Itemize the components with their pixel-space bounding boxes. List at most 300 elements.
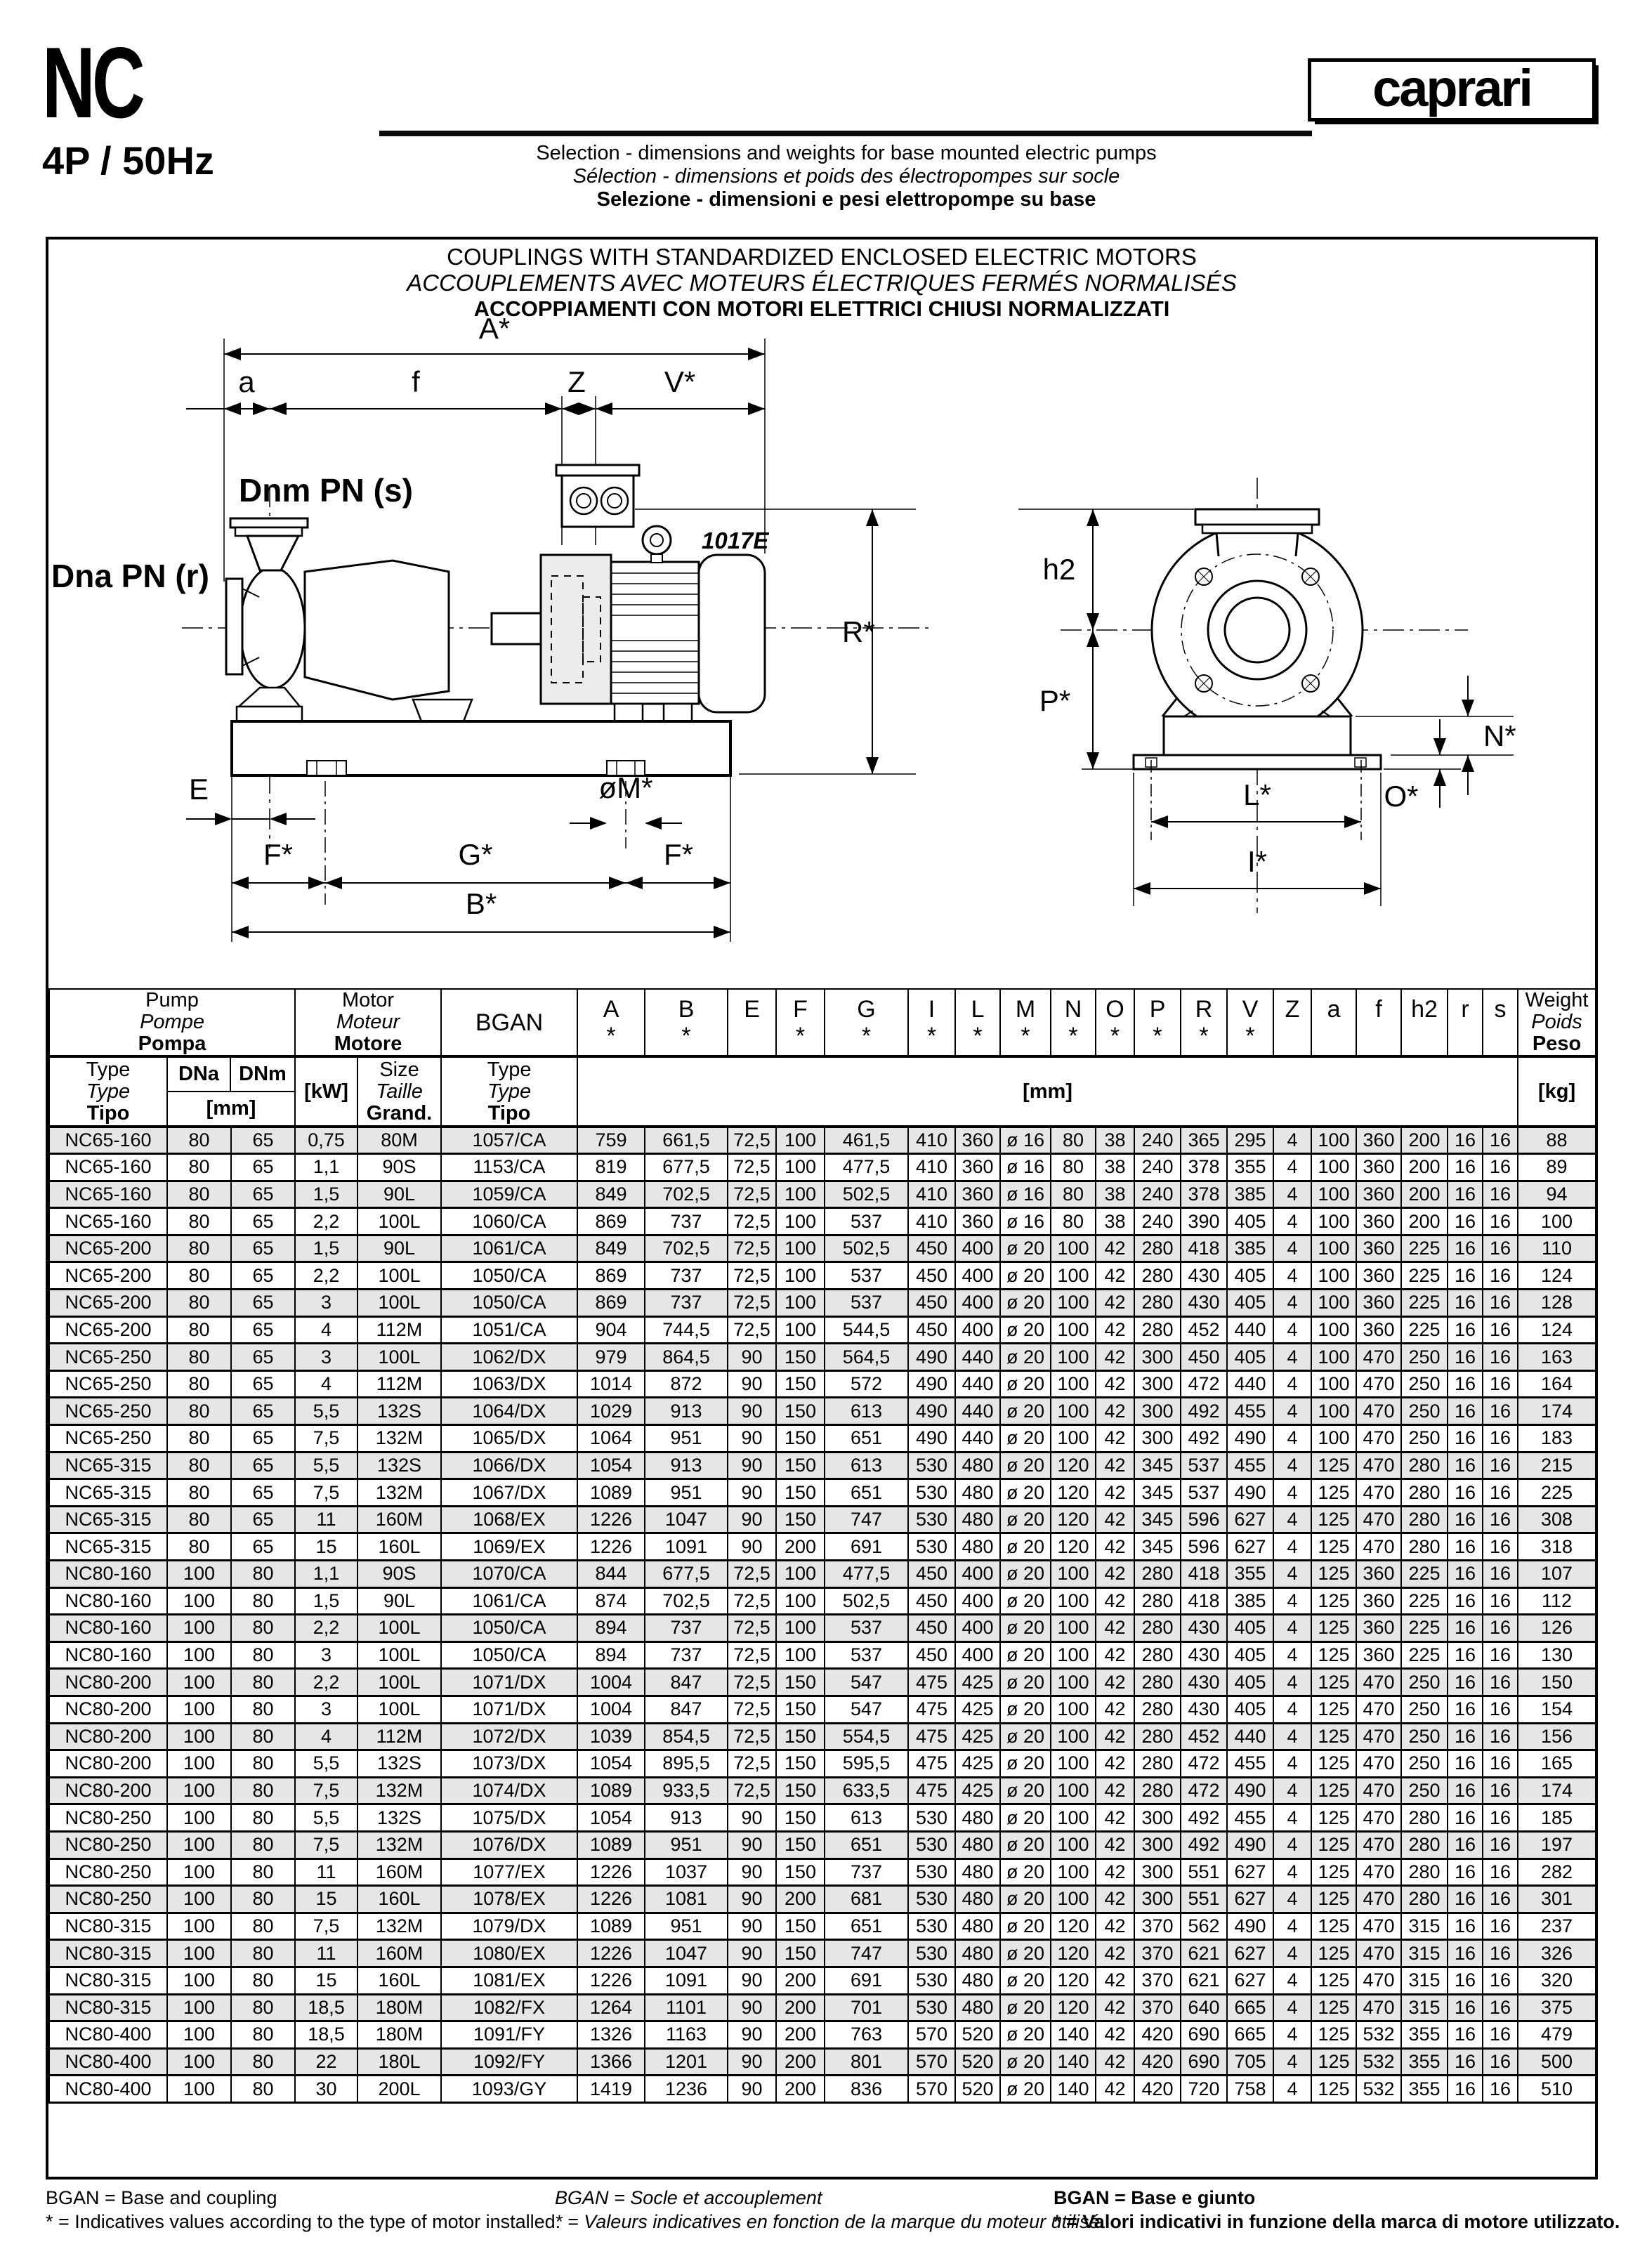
pump-group-header: Pump Pompe Pompa [49, 989, 295, 1056]
table-cell: 872 [645, 1370, 728, 1398]
table-cell: 80 [231, 1913, 295, 1940]
table-cell: 150 [776, 1479, 825, 1507]
table-cell: 42 [1096, 1669, 1134, 1696]
table-cell: 475 [908, 1723, 955, 1750]
table-cell: 4 [1273, 2048, 1311, 2076]
table-cell: 16 [1483, 1696, 1518, 1723]
table-cell: 100L [357, 1208, 441, 1235]
dim-p-star-label: P* [1039, 684, 1071, 717]
dim-f1-star-label: F* [263, 838, 293, 871]
table-cell: 847 [645, 1669, 728, 1696]
table-cell: 100 [167, 2076, 231, 2103]
table-cell: 72,5 [728, 1290, 776, 1317]
table-cell: 520 [955, 2021, 1000, 2049]
table-cell: 200 [776, 1533, 825, 1561]
table-cell: 854,5 [645, 1723, 728, 1750]
table-cell: 16 [1483, 1804, 1518, 1832]
table-cell: 237 [1518, 1913, 1596, 1940]
table-cell: 300 [1134, 1370, 1181, 1398]
table-cell: 42 [1096, 2048, 1134, 2076]
table-cell: 42 [1096, 1886, 1134, 1913]
table-cell: 42 [1096, 1750, 1134, 1778]
table-cell: 1054 [577, 1804, 645, 1832]
table-cell: 125 [1311, 1615, 1356, 1642]
table-cell: 1264 [577, 1994, 645, 2021]
table-cell: 280 [1401, 1886, 1448, 1913]
table-cell: 150 [776, 1777, 825, 1804]
table-cell: 100 [167, 1723, 231, 1750]
table-row [49, 1913, 1596, 1940]
table-cell: 125 [1311, 1669, 1356, 1696]
table-cell: 90 [728, 1344, 776, 1371]
table-cell: 385 [1227, 1587, 1273, 1615]
table-cell: 450 [908, 1641, 955, 1669]
table-cell: 125 [1311, 1452, 1356, 1479]
table-cell: 4 [1273, 1994, 1311, 2021]
table-cell: 100 [1051, 1886, 1096, 1913]
table-cell: 4 [1273, 1940, 1311, 1967]
table-cell: 472 [1181, 1777, 1227, 1804]
table-cell: 65 [231, 1235, 295, 1262]
table-cell: 42 [1096, 1804, 1134, 1832]
table-cell: 520 [955, 2048, 1000, 2076]
table-cell: 470 [1356, 1777, 1401, 1804]
table-cell: 80 [231, 1561, 295, 1588]
table-cell: 530 [908, 1804, 955, 1832]
table-cell: 16 [1483, 1235, 1518, 1262]
table-cell: 150 [776, 1750, 825, 1778]
table-cell: 737 [645, 1290, 728, 1317]
table-cell: 1071/DX [441, 1696, 577, 1723]
table-cell: 315 [1401, 1940, 1448, 1967]
table-cell: 16 [1448, 1479, 1483, 1507]
table-cell: 120 [1051, 1506, 1096, 1533]
table-cell: 874 [577, 1587, 645, 1615]
table-cell: 100 [167, 1913, 231, 1940]
table-cell: 440 [1227, 1723, 1273, 1750]
table-cell: 390 [1181, 1208, 1227, 1235]
table-cell: 15 [295, 1967, 357, 1994]
table-cell: 16 [1483, 2021, 1518, 2049]
table-cell: 425 [955, 1750, 1000, 1778]
table-cell: 125 [1311, 1967, 1356, 1994]
table-cell: ø 20 [1000, 1750, 1051, 1778]
table-cell: 490 [1227, 1479, 1273, 1507]
table-cell: 132S [357, 1804, 441, 1832]
table-cell: 627 [1227, 1506, 1273, 1533]
table-cell: 737 [645, 1615, 728, 1642]
table-cell: ø 20 [1000, 1587, 1051, 1615]
table-cell: 90L [357, 1181, 441, 1208]
table-cell: 4 [1273, 1127, 1311, 1154]
table-cell: 1065/DX [441, 1425, 577, 1453]
table-cell: 100 [1051, 1641, 1096, 1669]
discharge-flange-label: Dnm PN (s) [239, 472, 413, 509]
table-cell: 470 [1356, 1696, 1401, 1723]
dim-column-header-P: P * [1134, 989, 1181, 1056]
table-cell: 1236 [645, 2076, 728, 2103]
table-row [49, 1316, 1596, 1344]
table-cell: 300 [1134, 1859, 1181, 1886]
table-cell: 613 [825, 1804, 908, 1832]
table-cell: 530 [908, 1859, 955, 1886]
table-cell: 100 [776, 1316, 825, 1344]
table-cell: 1081/EX [441, 1967, 577, 1994]
table-cell: 72,5 [728, 1587, 776, 1615]
table-row [49, 1804, 1596, 1832]
table-cell: 1071/DX [441, 1669, 577, 1696]
table-cell: 180L [357, 2048, 441, 2076]
table-cell: 1066/DX [441, 1452, 577, 1479]
table-cell: 665 [1227, 1994, 1273, 2021]
table-cell: 1226 [577, 1506, 645, 1533]
table-row [49, 1344, 1596, 1371]
table-cell: 124 [1518, 1316, 1596, 1344]
dim-column-header-Z: Z [1273, 989, 1311, 1056]
table-cell: 125 [1311, 1994, 1356, 2021]
table-cell: 65 [231, 1479, 295, 1507]
table-cell: ø 20 [1000, 2076, 1051, 2103]
table-cell: 280 [1134, 1723, 1181, 1750]
table-cell: 470 [1356, 1479, 1401, 1507]
table-cell: 913 [645, 1398, 728, 1425]
table-cell: 4 [295, 1370, 357, 1398]
table-cell: 1051/CA [441, 1316, 577, 1344]
table-cell: 16 [1483, 1615, 1518, 1642]
table-row [49, 1208, 1596, 1235]
table-cell: 125 [1311, 1804, 1356, 1832]
table-cell: 4 [1273, 1777, 1311, 1804]
table-row [49, 1398, 1596, 1425]
table-cell: 112M [357, 1370, 441, 1398]
table-cell: 100 [1051, 1370, 1096, 1398]
table-cell: 126 [1518, 1615, 1596, 1642]
table-cell: ø 20 [1000, 1615, 1051, 1642]
table-cell: 1074/DX [441, 1777, 577, 1804]
table-cell: 72,5 [728, 1208, 776, 1235]
table-cell: 1,5 [295, 1181, 357, 1208]
table-cell: 691 [825, 1533, 908, 1561]
subtitle-it: Selezione - dimensioni e pesi elettropompe su base [596, 188, 1096, 211]
table-cell: 1,1 [295, 1154, 357, 1181]
table-cell: 154 [1518, 1696, 1596, 1723]
table-cell: 100 [1051, 1316, 1096, 1344]
table-cell: 470 [1356, 1344, 1401, 1371]
table-row [49, 1561, 1596, 1588]
table-cell: NC65-160 [49, 1154, 167, 1181]
table-cell: 280 [1134, 1262, 1181, 1290]
table-cell: 11 [295, 1940, 357, 1967]
table-cell: 378 [1181, 1154, 1227, 1181]
table-cell: 385 [1227, 1181, 1273, 1208]
table-cell: 160L [357, 1967, 441, 1994]
footnote-it-bgan: BGAN = Base e giunto [1054, 2187, 1256, 2208]
table-cell: 225 [1401, 1262, 1448, 1290]
table-cell: 90 [728, 1425, 776, 1453]
table-cell: 450 [908, 1587, 955, 1615]
table-cell: 440 [955, 1398, 1000, 1425]
table-cell: 42 [1096, 1641, 1134, 1669]
table-cell: 1226 [577, 1967, 645, 1994]
table-cell: 100 [167, 1831, 231, 1859]
table-cell: 100L [357, 1290, 441, 1317]
table-cell: 4 [1273, 1669, 1311, 1696]
table-row [49, 1994, 1596, 2021]
table-cell: 4 [1273, 1533, 1311, 1561]
table-cell: 1029 [577, 1398, 645, 1425]
table-cell: 315 [1401, 1967, 1448, 1994]
table-cell: 532 [1356, 2076, 1401, 2103]
dim-h2-label: h2 [1042, 553, 1076, 586]
table-cell: 16 [1448, 1886, 1483, 1913]
table-cell: 360 [1356, 1641, 1401, 1669]
table-cell: 450 [908, 1615, 955, 1642]
table-cell: 72,5 [728, 1235, 776, 1262]
table-cell: 1050/CA [441, 1290, 577, 1317]
dim-column-header-a: a [1311, 989, 1356, 1056]
table-cell: 370 [1134, 1913, 1181, 1940]
table-cell: 1201 [645, 2048, 728, 2076]
table-cell: 16 [1448, 1235, 1483, 1262]
table-cell: 185 [1518, 1804, 1596, 1832]
table-cell: 16 [1448, 1913, 1483, 1940]
table-cell: 132M [357, 1425, 441, 1453]
table-cell: 475 [908, 1669, 955, 1696]
table-cell: 510 [1518, 2076, 1596, 2103]
table-cell: 477,5 [825, 1154, 908, 1181]
table-cell: 65 [231, 1398, 295, 1425]
table-cell: 80 [1051, 1181, 1096, 1208]
table-cell: 651 [825, 1425, 908, 1453]
table-cell: 89 [1518, 1154, 1596, 1181]
table-cell: 480 [955, 1859, 1000, 1886]
table-cell: ø 20 [1000, 1913, 1051, 1940]
dim-column-header-N: N * [1051, 989, 1096, 1056]
table-cell: 627 [1227, 1886, 1273, 1913]
table-cell: 537 [825, 1290, 908, 1317]
table-cell: 405 [1227, 1696, 1273, 1723]
footnote-en-bgan: BGAN = Base and coupling [46, 2187, 277, 2208]
table-cell: 595,5 [825, 1750, 908, 1778]
table-cell: 42 [1096, 1967, 1134, 1994]
table-cell: 16 [1483, 1967, 1518, 1994]
table-cell: 461,5 [825, 1127, 908, 1154]
table-cell: 100 [1051, 1262, 1096, 1290]
table-cell: 80 [231, 1940, 295, 1967]
table-cell: 470 [1356, 1804, 1401, 1832]
table-row [49, 1750, 1596, 1778]
table-cell: 492 [1181, 1425, 1227, 1453]
table-cell: 125 [1311, 1561, 1356, 1588]
table-cell: 570 [908, 2048, 955, 2076]
table-row [49, 1262, 1596, 1290]
kw-unit-header: [kW] [295, 1056, 357, 1127]
table-cell: 360 [955, 1154, 1000, 1181]
table-cell: NC80-160 [49, 1641, 167, 1669]
table-cell: 530 [908, 1913, 955, 1940]
table-cell: 1047 [645, 1940, 728, 1967]
table-cell: 450 [908, 1262, 955, 1290]
table-cell: 42 [1096, 1452, 1134, 1479]
table-cell: 42 [1096, 1994, 1134, 2021]
table-cell: ø 20 [1000, 1804, 1051, 1832]
table-cell: 72,5 [728, 1127, 776, 1154]
table-cell: 132S [357, 1750, 441, 1778]
table-cell: 200 [776, 1967, 825, 1994]
table-cell: 530 [908, 1479, 955, 1507]
table-cell: 360 [1356, 1587, 1401, 1615]
table-cell: 470 [1356, 1967, 1401, 1994]
table-cell: 38 [1096, 1208, 1134, 1235]
table-cell: 90 [728, 2076, 776, 2103]
table-cell: 737 [645, 1641, 728, 1669]
table-cell: 1039 [577, 1723, 645, 1750]
table-cell: 844 [577, 1561, 645, 1588]
table-cell: 150 [1518, 1669, 1596, 1696]
table-cell: NC65-315 [49, 1506, 167, 1533]
table-cell: 100 [1051, 1831, 1096, 1859]
table-cell: 65 [231, 1533, 295, 1561]
table-cell: 16 [1483, 2076, 1518, 2103]
table-cell: 80 [167, 1181, 231, 1208]
table-cell: 90 [728, 2048, 776, 2076]
table-row [49, 2076, 1596, 2103]
table-cell: NC80-315 [49, 1967, 167, 1994]
table-cell: ø 16 [1000, 1181, 1051, 1208]
dim-column-header-R: R * [1181, 989, 1227, 1056]
table-cell: 16 [1483, 1886, 1518, 1913]
table-cell: 280 [1134, 1587, 1181, 1615]
table-cell: ø 20 [1000, 1777, 1051, 1804]
table-cell: 16 [1483, 2048, 1518, 2076]
table-cell: 1089 [577, 1777, 645, 1804]
table-cell: 492 [1181, 1398, 1227, 1425]
table-cell: NC80-160 [49, 1561, 167, 1588]
table-cell: 492 [1181, 1831, 1227, 1859]
table-cell: NC80-315 [49, 1940, 167, 1967]
table-cell: 72,5 [728, 1777, 776, 1804]
table-cell: 4 [1273, 2021, 1311, 2049]
table-cell: 1067/DX [441, 1479, 577, 1507]
table-cell: 80 [231, 1994, 295, 2021]
table-cell: 16 [1448, 1208, 1483, 1235]
table-cell: 80 [167, 1398, 231, 1425]
table-cell: 16 [1448, 1533, 1483, 1561]
table-row [49, 1127, 1596, 1154]
table-cell: 42 [1096, 1506, 1134, 1533]
table-cell: 112M [357, 1316, 441, 1344]
table-cell: 125 [1311, 1696, 1356, 1723]
table-cell: 470 [1356, 1886, 1401, 1913]
table-cell: 72,5 [728, 1641, 776, 1669]
table-cell: 544,5 [825, 1316, 908, 1344]
table-cell: 490 [908, 1425, 955, 1453]
table-cell: 174 [1518, 1777, 1596, 1804]
table-cell: 16 [1448, 1641, 1483, 1669]
table-cell: 150 [776, 1831, 825, 1859]
table-cell: 537 [1181, 1452, 1227, 1479]
pump-end-view-drawing [1018, 450, 1636, 948]
table-cell: 80 [231, 1859, 295, 1886]
table-cell: 100 [1051, 1696, 1096, 1723]
table-cell: 385 [1227, 1235, 1273, 1262]
table-cell: 120 [1051, 1994, 1096, 2021]
table-cell: 16 [1483, 1994, 1518, 2021]
table-cell: 4 [1273, 1859, 1311, 1886]
table-cell: 345 [1134, 1533, 1181, 1561]
dn-unit-label: [mm] [206, 1097, 256, 1120]
table-cell: 72,5 [728, 1669, 776, 1696]
table-cell: 300 [1134, 1425, 1181, 1453]
table-cell: 250 [1401, 1398, 1448, 1425]
table-cell: 100 [1311, 1208, 1356, 1235]
table-cell: 300 [1134, 1831, 1181, 1859]
table-cell: 360 [1356, 1615, 1401, 1642]
table-cell: 470 [1356, 1940, 1401, 1967]
table-cell: 11 [295, 1859, 357, 1886]
table-cell: 16 [1483, 1587, 1518, 1615]
table-cell: 470 [1356, 1859, 1401, 1886]
table-cell: 150 [776, 1398, 825, 1425]
table-cell: 450 [908, 1561, 955, 1588]
table-cell: 80 [231, 1886, 295, 1913]
dim-e-label: E [188, 773, 209, 806]
table-row [49, 1154, 1596, 1181]
weight-header: Weight Poids Peso [1518, 989, 1596, 1056]
table-cell: 100 [776, 1290, 825, 1317]
table-cell: 1081 [645, 1886, 728, 1913]
table-cell: 100 [1051, 1425, 1096, 1453]
table-cell: NC65-315 [49, 1533, 167, 1561]
table-cell: 125 [1311, 2021, 1356, 2049]
table-cell: 150 [776, 1506, 825, 1533]
table-cell: 130 [1518, 1641, 1596, 1669]
pump-side-view-drawing [48, 306, 1004, 991]
table-cell: 112M [357, 1723, 441, 1750]
table-cell: 1060/CA [441, 1208, 577, 1235]
table-cell: 7,5 [295, 1913, 357, 1940]
table-cell: 355 [1401, 2048, 1448, 2076]
table-cell: 225 [1401, 1641, 1448, 1669]
table-cell: ø 16 [1000, 1127, 1051, 1154]
table-cell: 240 [1134, 1154, 1181, 1181]
footnote-fr [555, 2186, 1105, 2234]
table-cell: 1326 [577, 2021, 645, 2049]
table-cell: 933,5 [645, 1777, 728, 1804]
table-cell: 0,75 [295, 1127, 357, 1154]
footnote-en [46, 2186, 560, 2234]
table-cell: 80 [231, 1723, 295, 1750]
table-cell: 100 [167, 1777, 231, 1804]
table-cell: 65 [231, 1452, 295, 1479]
table-cell: 480 [955, 1452, 1000, 1479]
table-cell: 100 [776, 1262, 825, 1290]
table-cell: 225 [1401, 1235, 1448, 1262]
table-cell: 80 [231, 1777, 295, 1804]
table-cell: NC80-315 [49, 1913, 167, 1940]
table-cell: 225 [1401, 1316, 1448, 1344]
table-cell: 65 [231, 1290, 295, 1317]
table-row [49, 1940, 1596, 1967]
table-cell: 360 [1356, 1262, 1401, 1290]
table-cell: 661,5 [645, 1127, 728, 1154]
dim-column-header-B: B * [645, 989, 728, 1056]
table-cell: 951 [645, 1831, 728, 1859]
table-cell: 65 [231, 1181, 295, 1208]
series-variant: 4P / 50Hz [42, 138, 214, 183]
table-cell: 440 [955, 1370, 1000, 1398]
table-cell: ø 20 [1000, 1723, 1051, 1750]
